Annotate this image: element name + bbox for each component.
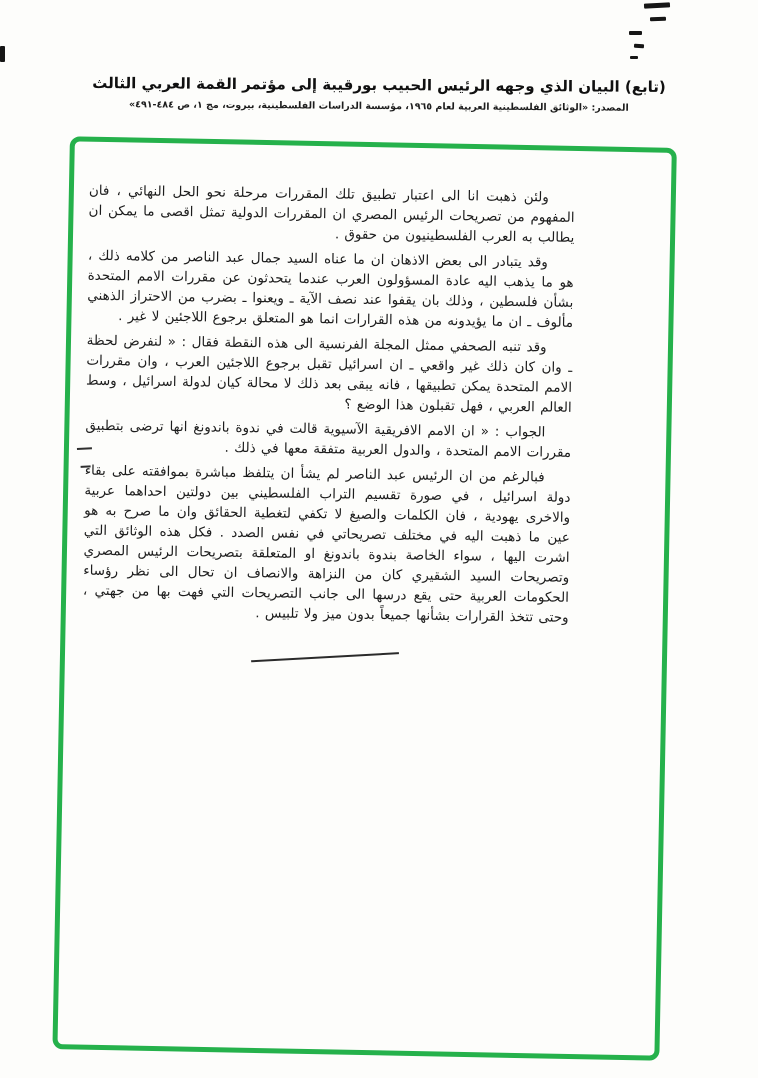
- document-header: [0, 73, 758, 114]
- scan-artifact-mark: [634, 44, 644, 49]
- body-paragraph-3: وقد تنبه الصحفي ممثل المجلة الفرنسية الى هذه النقطة فقال : « لنفرض لحظة ـ وان كان ذلك غير واقعي ـ ان اسرائيل تقبل برجوع اللاجئين العرب ، وان مقررات الامم المتحدة يمكن تطبيقها ، فانه يبقى بعد ذلك لا محالة كيان لدولة اسرائيل ، وسط العالم العربي ، فهل تقبلون هذا الوضع ؟: [85, 332, 573, 416]
- scan-artifact-mark: [629, 31, 642, 35]
- document-body: [82, 181, 575, 662]
- scan-artifact-mark: [630, 56, 638, 59]
- signature-line: [251, 652, 399, 662]
- document-source-line: المصدر: «الوثائق الفلسطينية العربية لعام ١٩٦٥، مؤسسة الدراسات الفلسطينية، بيروت، مج ١، ص ٤٨٤-٤٩١»: [128, 98, 629, 114]
- scan-artifact-mark: [650, 17, 666, 22]
- green-border-frame: [52, 136, 676, 1060]
- body-paragraph-5: فبالرغم من ان الرئيس عبد الناصر لم يشأ ان يتلفظ مباشرة بموافقته على بقاء دولة اسرائيل ، في صورة تقسيم التراب الفلسطيني بين دولتين احداهما عربية والاخرى يهودية ، فان الكلمات والصيغ لا تكفي لتغطية الحقائق وان ما صرح به هو عين ما ذهبت اليه في مختلف تصريحاتي في نفس الصدد . فكل هذه الوثائق التي اشرت اليها ، سواء الخاصة بندوة باندونغ او المتعلقة بتصريحات الرئيس المصري وتصريحات السيد الشقيري كان من النزاهة والانصاف ان تحال الى نظر رؤساء الحكومات العربية حتى يقع درسها الى جانب التصريحات التي فهت بها من جهتي ، وحتى تتخذ القرارات بشأنها جميعاً بدون ميز ولا تلبيس .: [82, 462, 571, 626]
- body-paragraph-2: وقد يتبادر الى بعض الاذهان ان ما عناه السيد جمال عبد الناصر من كلامه ذلك ، هو ما يذهب اليه عادة المسؤولون العرب عندما يتحدثون عن مقررات الامم المتحدة بشأن فلسطين ، وذلك بان يقفوا عند نصف الآية ـ ويعنوا ـ بضرب من الاحتراز الذهني مألوف ـ ان ما يؤيدونه من هذه القرارات انما هو المتعلق برجوع اللاجئين لا غير .: [87, 247, 574, 331]
- body-paragraph-4: الجواب : « ان الامم الافريقية الآسيوية قالت في ندوة باندونغ انها ترضى بتطبيق مقررات الامم المتحدة ، والدول العربية متفقة معها في ذلك .: [85, 417, 572, 461]
- body-paragraph-1: ولئن ذهبت انا الى اعتبار تطبيق تلك المقررات مرحلة نحو الحل النهائي ، فان المفهوم من تصريحات الرئيس المصري ان المقررات الدولية تمثل اقصى ما يمكن ان يطالب به العرب الفلسطينيون من حقوق .: [88, 182, 575, 246]
- document-title: (تابع) البيان الذي وجهه الرئيس الحبيب بورقيبة إلى مؤتمر القمة العربي الثالث: [92, 73, 666, 97]
- scan-artifact-mark: [644, 2, 670, 8]
- scan-artifact-mark: [0, 46, 5, 62]
